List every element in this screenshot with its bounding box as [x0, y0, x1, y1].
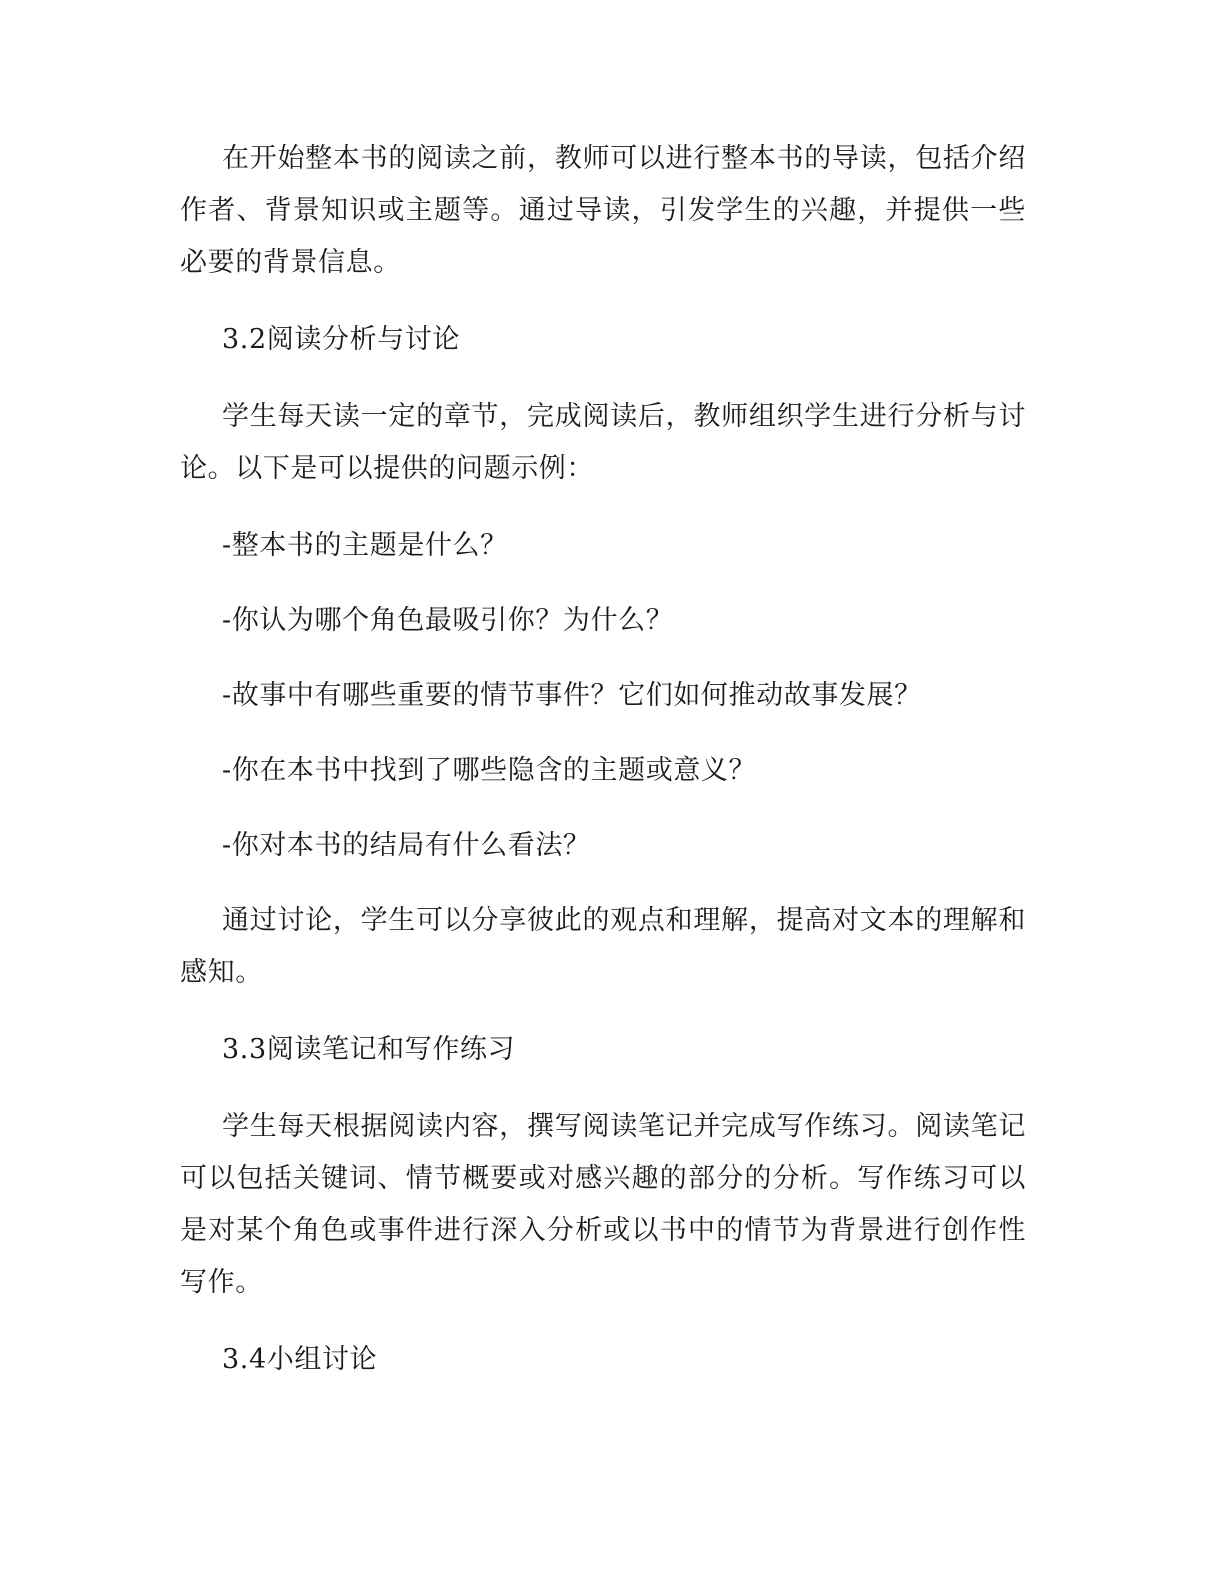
question-item: -你对本书的结局有什么看法？: [222, 830, 591, 861]
section-heading-3-2: 3.2阅读分析与讨论: [222, 324, 460, 355]
question-item: -整本书的主题是什么？: [222, 530, 508, 561]
question-item: -你认为哪个角色最吸引你？为什么？: [222, 605, 674, 636]
section-heading-3-3: 3.3阅读笔记和写作练习: [222, 1034, 516, 1065]
paragraph-analysis-discussion: 学生每天读一定的章节，完成阅读后，教师组织学生进行分析与讨论。以下是可以提供的问题示例：: [180, 401, 1026, 484]
paragraph-discussion-benefit: 通过讨论，学生可以分享彼此的观点和理解，提高对文本的理解和感知。: [180, 905, 1026, 988]
paragraph-introduction: 在开始整本书的阅读之前，教师可以进行整本书的导读，包括介绍作者、背景知识或主题等。通过导读，引发学生的兴趣，并提供一些必要的背景信息。: [180, 143, 1026, 278]
section-heading-3-4: 3.4小组讨论: [222, 1344, 378, 1375]
paragraph-reading-notes: 学生每天根据阅读内容，撰写阅读笔记并完成写作练习。阅读笔记可以包括关键词、情节概要或对感兴趣的部分的分析。写作练习可以是对某个角色或事件进行深入分析或以书中的情节为背景进行创作性写作。: [180, 1111, 1026, 1298]
question-item: -你在本书中找到了哪些隐含的主题或意义？: [222, 755, 757, 786]
question-item: -故事中有哪些重要的情节事件？它们如何推动故事发展？: [222, 680, 922, 711]
document-body: [180, 133, 1026, 1411]
